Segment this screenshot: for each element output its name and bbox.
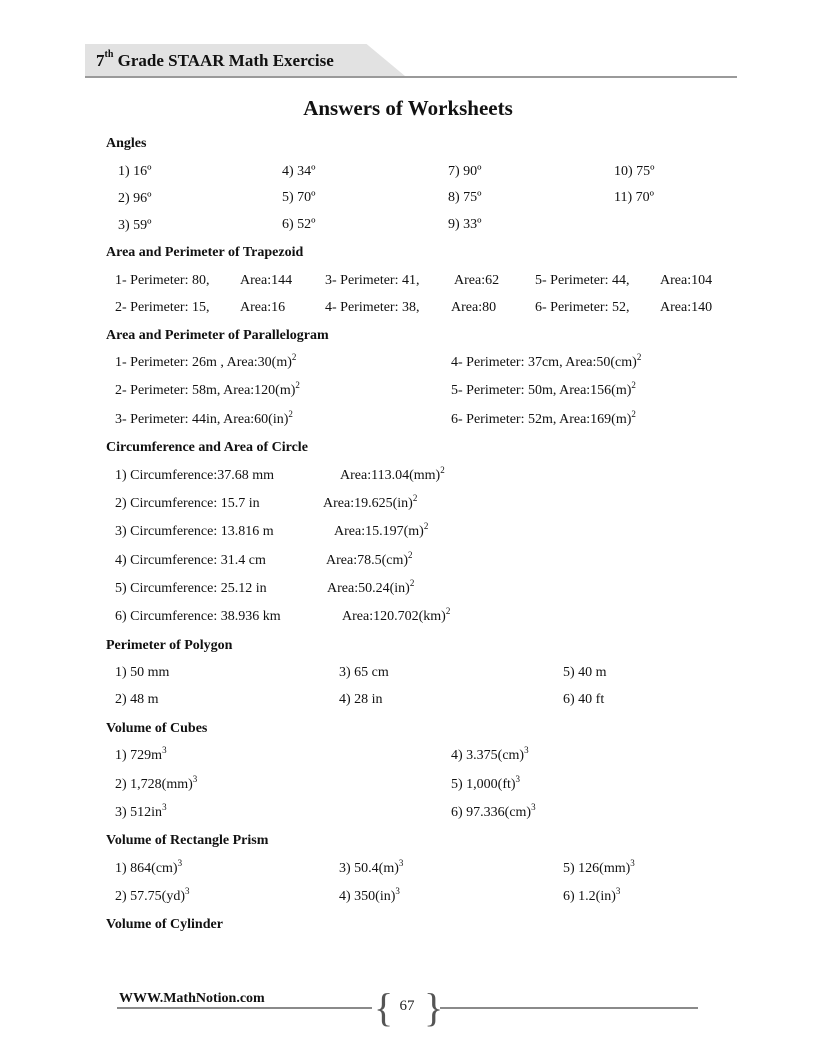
exponent: 2 [295,380,300,390]
grade-number: 7 [96,51,105,70]
exponent: 3 [531,802,536,812]
exponent: 3 [162,745,167,755]
answer-item [115,858,183,877]
answer-item: 5) 40 m [563,665,607,680]
exponent: 2 [631,380,636,390]
exponent: 3 [524,745,529,755]
answer-area [326,550,413,569]
answer-item [563,886,621,905]
section-heading-cylinder: Volume of Cylinder [106,917,223,932]
grade-suffix: th [104,49,114,60]
header-title [96,51,334,71]
exponent: 2 [636,352,642,362]
answer-item [339,886,400,905]
answer-perimeter: 5- Perimeter: 44, [535,273,630,288]
exponent: 2 [631,409,636,419]
answer-item [339,858,404,877]
footer-website-link[interactable]: WWW.MathNotion.com [119,991,265,1006]
footer-rule-left [117,1007,372,1009]
answer-circumference: 4) Circumference: 31.4 cm [115,553,266,568]
exponent: 3 [615,886,621,896]
answer-text: 6) 97.336(cm) [451,805,532,820]
answer-item: 11) 70º [614,190,654,205]
answer-text: 6- Perimeter: 52m, Area:169(m) [451,412,632,427]
answer-item: 1) 16º [118,164,152,179]
answer-text: 5- Perimeter: 50m, Area:156(m) [451,383,632,398]
answer-item [563,858,635,877]
answer-perimeter: 4- Perimeter: 38, [325,300,420,315]
exponent: 2 [440,465,445,475]
exponent: 2 [408,550,413,560]
answer-item [451,380,636,399]
exponent: 2 [412,493,418,503]
answer-perimeter: 3- Perimeter: 41, [325,273,420,288]
answer-item [451,409,636,428]
answer-item: 2) 48 m [115,692,159,707]
answer-item: 9) 33º [448,217,482,232]
answer-text: 1) 864(cm) [115,861,178,876]
answer-area: Area:104 [660,273,713,288]
answer-text: 1) 729m [115,748,163,763]
page-title: Answers of Worksheets [303,96,513,120]
answer-text: Area:78.5(cm) [326,553,409,568]
section-heading-trapezoid: Area and Perimeter of Trapezoid [106,245,304,260]
answer-text: Area:15.197(m) [334,524,424,539]
answer-text: 6) 1.2(in) [563,889,616,904]
exponent: 3 [398,858,404,868]
left-brace-icon: { [374,985,394,1030]
answer-item: 8) 75º [448,190,482,205]
exponent: 2 [291,352,297,362]
answer-item [115,409,293,428]
answer-perimeter: 6- Perimeter: 52, [535,300,630,315]
page-number: 67 [399,998,415,1014]
answer-item: 6) 52º [282,217,316,232]
answer-item [451,352,642,371]
header-rule [85,76,737,78]
answer-circumference: 3) Circumference: 13.816 m [115,524,274,539]
exponent: 3 [630,858,635,868]
answer-item: 5) 70º [282,190,316,205]
answer-area: Area:144 [240,273,293,288]
answer-area [323,493,418,512]
answer-item: 7) 90º [448,164,482,179]
answer-item [115,774,198,793]
exponent: 2 [288,409,293,419]
answer-area: Area:80 [451,300,497,315]
answer-text: Area:19.625(in) [323,496,413,511]
exponent: 3 [192,774,198,784]
exponent: 2 [445,606,451,616]
answer-item [115,745,167,764]
answer-area: Area:140 [660,300,713,315]
answer-text: 5) 126(mm) [563,861,631,876]
answer-item: 2) 96º [118,191,152,206]
right-brace-icon: } [424,985,444,1030]
answer-area [340,465,445,484]
answer-item [451,802,536,821]
answer-perimeter: 2- Perimeter: 15, [115,300,210,315]
exponent: 3 [515,774,521,784]
answer-item: 4) 28 in [339,692,383,707]
section-heading-prism: Volume of Rectangle Prism [106,833,269,848]
answer-item: 10) 75º [614,164,655,179]
answer-item [115,802,167,821]
answer-text: 4) 3.375(cm) [451,748,525,763]
answer-text: Area:120.702(km) [342,609,446,624]
answer-text: 2) 57.75(yd) [115,889,185,904]
answer-item [451,774,521,793]
answer-text: 5) 1,000(ft) [451,777,516,792]
answer-circumference: 6) Circumference: 38.936 km [115,609,281,624]
answer-text: 3) 512in [115,805,163,820]
answer-item: 1) 50 mm [115,665,170,680]
answer-item [115,380,300,399]
answer-text: Area:113.04(mm) [340,468,441,483]
section-heading-parallelogram: Area and Perimeter of Parallelogram [106,328,329,343]
answer-circumference: 2) Circumference: 15.7 in [115,496,260,511]
answer-text: 4) 350(in) [339,889,396,904]
answer-text: 2) 1,728(mm) [115,777,193,792]
answer-area [342,606,451,625]
answer-item: 4) 34º [282,164,316,179]
footer-rule-right [440,1007,698,1009]
exponent: 2 [423,521,429,531]
section-heading-polygon: Perimeter of Polygon [106,638,233,653]
answer-text: 4- Perimeter: 37cm, Area:50(cm) [451,355,637,370]
answer-perimeter: 1- Perimeter: 80, [115,273,210,288]
section-heading-angles: Angles [106,136,147,151]
answer-area: Area:16 [240,300,286,315]
section-heading-cubes: Volume of Cubes [106,721,208,736]
answer-item: 3) 65 cm [339,665,389,680]
exponent: 3 [395,886,400,896]
answer-item [115,352,297,371]
answer-text: Area:50.24(in) [327,581,410,596]
answer-text: 3- Perimeter: 44in, Area:60(in) [115,412,289,427]
answer-text: 1- Perimeter: 26m , Area:30(m) [115,355,292,370]
answer-item: 6) 40 ft [563,692,605,707]
exponent: 3 [177,858,183,868]
answer-item [115,886,190,905]
answer-circumference: 1) Circumference:37.68 mm [115,468,275,483]
exponent: 2 [409,578,415,588]
answer-text: 2- Perimeter: 58m, Area:120(m) [115,383,296,398]
answer-area: Area:62 [454,273,500,288]
exponent: 3 [162,802,167,812]
answer-item: 3) 59º [118,218,152,233]
answer-text: 3) 50.4(m) [339,861,399,876]
answer-item [451,745,529,764]
exponent: 3 [185,886,190,896]
section-heading-circle: Circumference and Area of Circle [106,440,308,455]
answer-area [327,578,415,597]
answer-circumference: 5) Circumference: 25.12 in [115,581,267,596]
answer-area [334,521,429,540]
header-title-text: Grade STAAR Math Exercise [113,51,334,70]
